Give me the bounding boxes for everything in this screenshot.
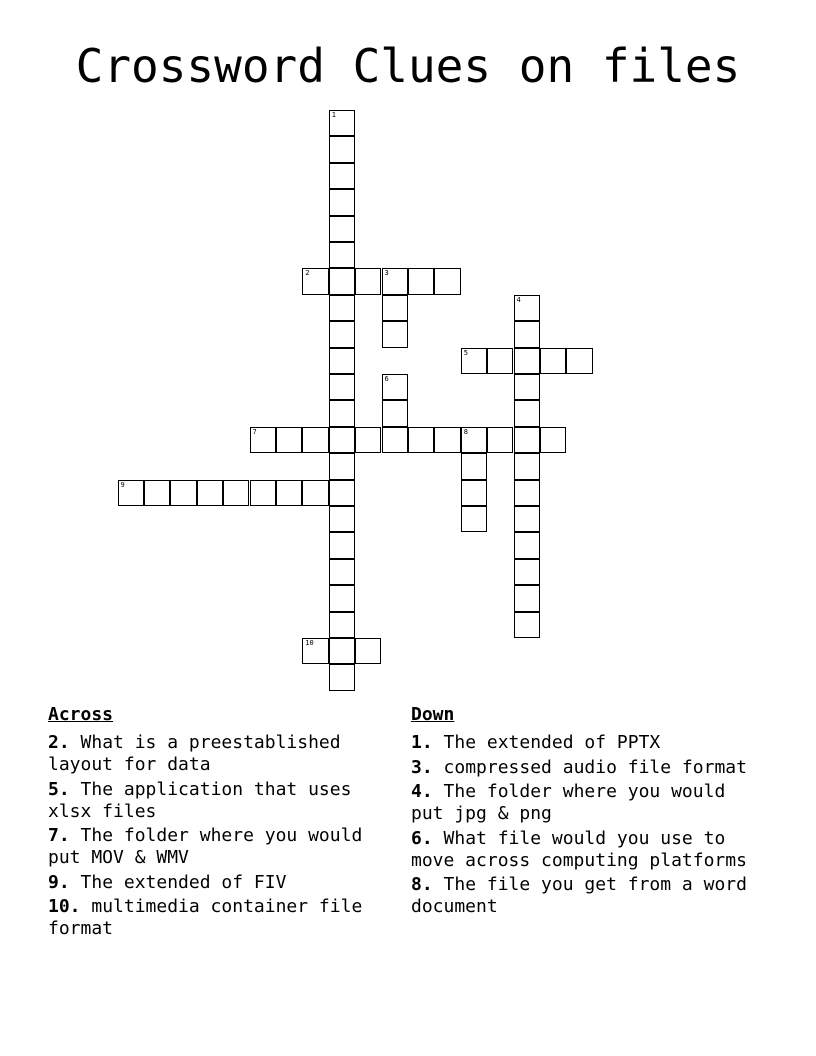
clue-number-label: 6.: [411, 827, 433, 849]
grid-cell[interactable]: [329, 427, 355, 453]
grid-cell[interactable]: [408, 268, 434, 294]
across-clues: [48, 704, 388, 943]
grid-cell[interactable]: [329, 532, 355, 558]
grid-cell[interactable]: [461, 348, 487, 374]
across-clue-10: [48, 896, 388, 940]
grid-cell[interactable]: [540, 427, 566, 453]
grid-cell[interactable]: [197, 480, 223, 506]
grid-cell[interactable]: [276, 427, 302, 453]
grid-cell[interactable]: [487, 427, 513, 453]
grid-cell[interactable]: [514, 559, 540, 585]
down-clue-1: [411, 732, 751, 754]
grid-cell[interactable]: [514, 612, 540, 638]
down-clues: [411, 704, 751, 921]
grid-cell[interactable]: [170, 480, 196, 506]
grid-cell[interactable]: [461, 480, 487, 506]
grid-cell[interactable]: [514, 400, 540, 426]
grid-cell[interactable]: [250, 480, 276, 506]
grid-cell[interactable]: [329, 506, 355, 532]
down-clue-3: [411, 757, 751, 779]
clue-number: 6: [384, 375, 389, 383]
grid-cell[interactable]: [329, 400, 355, 426]
clue-text: What file would you use to move across computing platforms: [411, 827, 747, 871]
grid-cell[interactable]: [540, 348, 566, 374]
grid-cell[interactable]: [329, 242, 355, 268]
clue-number-label: 1.: [411, 732, 433, 753]
clue-text: The extended of FIV: [69, 871, 287, 893]
grid-cell[interactable]: [329, 453, 355, 479]
grid-cell[interactable]: [302, 480, 328, 506]
page-title: Crossword Clues on files: [75, 39, 741, 93]
grid-cell[interactable]: [514, 453, 540, 479]
clue-number-label: 4.: [411, 781, 433, 802]
grid-cell[interactable]: [514, 374, 540, 400]
clue-text: The file you get from a word document: [411, 874, 747, 917]
across-clue-list: [48, 732, 388, 940]
grid-cell[interactable]: [276, 480, 302, 506]
clue-number-label: 7.: [48, 825, 70, 846]
clue-number-label: 10.: [48, 896, 81, 917]
down-clue-6: [411, 828, 751, 872]
clue-number: 2: [305, 269, 310, 278]
clue-number: 4: [516, 295, 521, 304]
grid-cell[interactable]: [382, 374, 408, 400]
clue-number: 8: [463, 427, 468, 436]
across-clue-2: [48, 732, 388, 776]
grid-cell[interactable]: [514, 480, 540, 506]
grid-cell[interactable]: [461, 453, 487, 479]
grid-cell[interactable]: [382, 400, 408, 426]
grid-cell[interactable]: [329, 374, 355, 400]
grid-cell[interactable]: [329, 612, 355, 638]
clue-text: compressed audio file format: [432, 756, 747, 778]
clue-number: 5: [463, 348, 468, 357]
across-clue-7: [48, 825, 388, 869]
clue-number: 10: [305, 639, 314, 647]
down-heading: Down: [411, 704, 455, 725]
across-clue-9: [48, 872, 388, 894]
grid-cell[interactable]: [329, 268, 355, 294]
grid-cell[interactable]: [514, 506, 540, 532]
grid-cell[interactable]: [514, 532, 540, 558]
grid-cell[interactable]: [302, 268, 328, 294]
grid-cell[interactable]: [382, 427, 408, 453]
grid-cell[interactable]: [329, 216, 355, 242]
grid-cell[interactable]: [434, 427, 460, 453]
clue-number-label: 5.: [48, 778, 70, 800]
grid-cell[interactable]: [329, 136, 355, 162]
grid-cell[interactable]: [382, 295, 408, 321]
clue-number-label: 9.: [48, 871, 70, 893]
grid-cell[interactable]: [329, 559, 355, 585]
grid-cell[interactable]: [302, 427, 328, 453]
grid-cell[interactable]: [382, 268, 408, 294]
grid-cell[interactable]: [434, 268, 460, 294]
grid-cell[interactable]: [329, 585, 355, 611]
down-clue-4: [411, 781, 751, 825]
grid-cell[interactable]: [355, 638, 381, 664]
grid-cell[interactable]: [329, 638, 355, 664]
grid-cell[interactable]: [355, 427, 381, 453]
clue-number-label: 3.: [411, 756, 433, 778]
grid-cell[interactable]: [487, 348, 513, 374]
grid-cell[interactable]: [118, 480, 144, 506]
grid-cell[interactable]: [223, 480, 249, 506]
grid-cell[interactable]: [566, 348, 592, 374]
grid-cell[interactable]: [514, 348, 540, 374]
grid-cell[interactable]: [514, 585, 540, 611]
grid-cell[interactable]: [144, 480, 170, 506]
grid-cell[interactable]: [329, 110, 355, 136]
across-clue-5: [48, 779, 388, 823]
clue-number-label: 8.: [411, 874, 433, 895]
grid-cell[interactable]: [514, 321, 540, 347]
grid-cell[interactable]: [382, 321, 408, 347]
clue-number: 7: [252, 427, 257, 436]
grid-cell[interactable]: [250, 427, 276, 453]
grid-cell[interactable]: [329, 348, 355, 374]
grid-cell[interactable]: [514, 295, 540, 321]
grid-cell[interactable]: [514, 427, 540, 453]
clue-text: The folder where you would put MOV & WMV: [48, 825, 363, 868]
clue-number: 9: [120, 480, 125, 489]
clue-number: 3: [384, 269, 389, 278]
grid-cell[interactable]: [302, 638, 328, 664]
clue-text: What is a preestablished layout for data: [48, 732, 341, 775]
grid-cell[interactable]: [329, 295, 355, 321]
grid-cell[interactable]: [329, 189, 355, 215]
clue-text: The folder where you would put jpg & png: [411, 781, 726, 824]
clue-number: 1: [331, 111, 336, 119]
clue-text: multimedia container file format: [48, 896, 363, 939]
grid-cell[interactable]: [329, 163, 355, 189]
grid-cell[interactable]: [329, 321, 355, 347]
down-clue-list: [411, 732, 751, 918]
across-heading: Across: [48, 704, 114, 725]
clue-text: The application that uses xlsx files: [48, 778, 352, 822]
grid-cell[interactable]: [329, 664, 355, 690]
grid-cell[interactable]: [461, 427, 487, 453]
grid-cell[interactable]: [408, 427, 434, 453]
clue-text: The extended of PPTX: [432, 732, 661, 753]
grid-cell[interactable]: [355, 268, 381, 294]
grid-cell[interactable]: [461, 506, 487, 532]
grid-cell[interactable]: [329, 480, 355, 506]
clue-number-label: 2.: [48, 732, 70, 753]
down-clue-8: [411, 874, 751, 918]
